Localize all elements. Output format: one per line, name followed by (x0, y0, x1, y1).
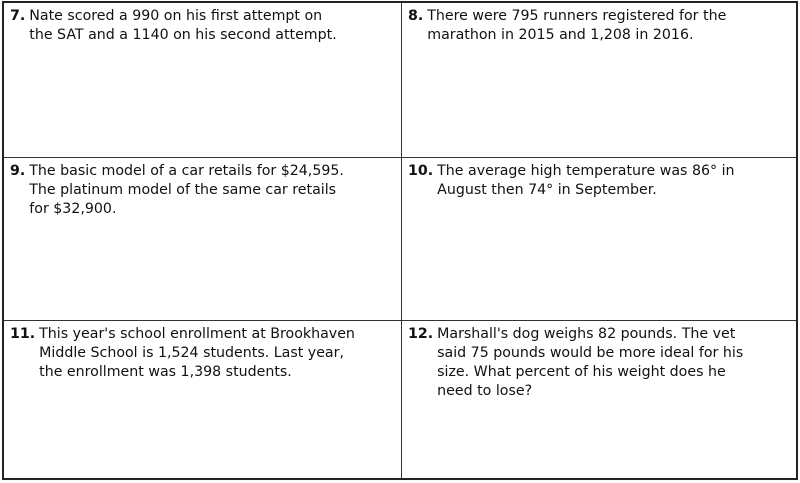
problem-12 (408, 325, 790, 401)
problem-number: 11. (10, 326, 36, 342)
problem-number: 7. (10, 8, 26, 24)
problem-10 (408, 162, 790, 200)
problem-text: The basic model of a car retails for $24,595. The platinum model of the same car retails for $32,900. (29, 163, 344, 217)
problem-text: Marshall's dog weighs 82 pounds. The vet said 75 pounds would be more ideal for his size. What percent of his weight does he need to lose? (437, 326, 744, 399)
problem-cell-12 (402, 321, 796, 478)
problem-text: There were 795 runners registered for the marathon in 2015 and 1,208 in 2016. (427, 8, 727, 43)
problem-cell-9 (4, 158, 402, 321)
problem-text: Nate scored a 990 on his first attempt on the SAT and a 1140 on his second attempt. (29, 8, 337, 43)
problem-number: 8. (408, 8, 424, 24)
problem-8 (408, 7, 790, 45)
problem-number: 10. (408, 163, 434, 179)
problem-grid (2, 1, 798, 480)
problem-cell-10 (402, 158, 796, 321)
problem-9 (10, 162, 395, 219)
problem-number: 12. (408, 326, 434, 342)
problem-7 (10, 7, 395, 45)
problem-11 (10, 325, 395, 382)
problem-number: 9. (10, 163, 26, 179)
problem-cell-11 (4, 321, 402, 478)
problem-cell-7 (4, 3, 402, 158)
problem-cell-8 (402, 3, 796, 158)
problem-text: This year's school enrollment at Brookhaven Middle School is 1,524 students. Last year, the enrollment was 1,398 students. (39, 326, 355, 380)
problem-text: The average high temperature was 86° in August then 74° in September. (437, 163, 735, 198)
